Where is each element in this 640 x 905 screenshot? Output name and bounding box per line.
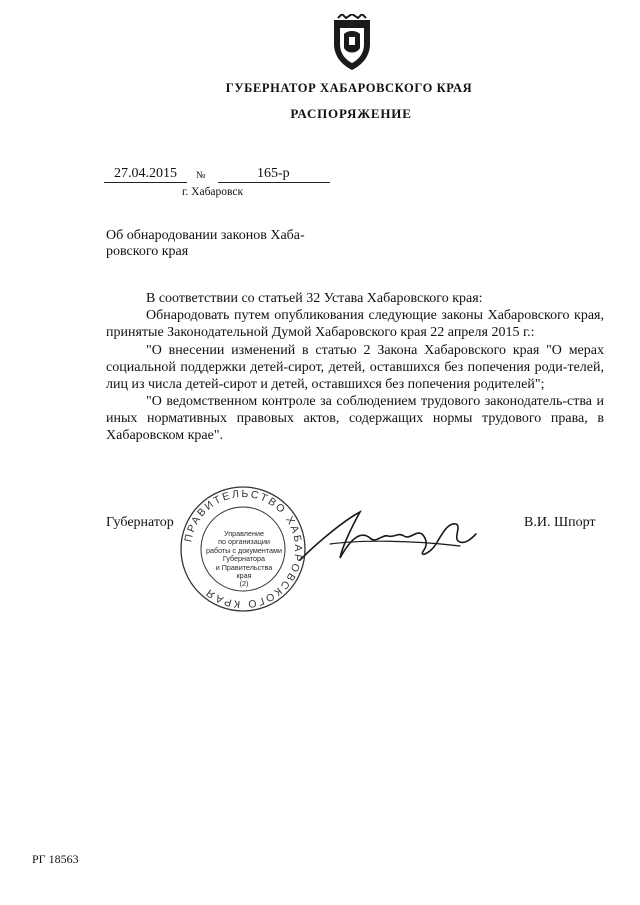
issue-city: г. Хабаровск xyxy=(182,186,244,198)
coat-of-arms-icon xyxy=(330,14,374,72)
document-date: 27.04.2015 xyxy=(114,166,177,181)
date-underline xyxy=(104,182,187,183)
seal-ring-text: ПРАВИТЕЛЬСТВО ХАБАРОВСКОГО КРАЯ xyxy=(182,487,305,611)
subject-line: ровского края xyxy=(106,244,189,259)
seal-line: по организации xyxy=(218,537,270,547)
seal-inner-text xyxy=(206,530,282,589)
header-title: ГУБЕРНАТОР ХАБАРОВСКОГО КРАЯ xyxy=(225,81,473,95)
subject-line: Об обнародовании законов Хаба- xyxy=(106,228,305,243)
document-number: 165-р xyxy=(257,166,290,181)
signatory-role: Губернатор xyxy=(106,515,174,530)
handwritten-signature xyxy=(290,500,480,570)
body-paragraph: "О ведомственном контроле за соблюдением трудового законодатель-ства и иных нормативных правовых актов, содержащих нормы трудового права, в Хабаровском крае". xyxy=(106,394,604,443)
seal-line: и Правительства xyxy=(215,562,273,572)
document-code: РГ 18563 xyxy=(32,852,79,866)
number-underline xyxy=(218,182,330,183)
document-subject xyxy=(106,228,336,260)
seal-line: Управление xyxy=(224,529,264,538)
seal-line: Губернатора xyxy=(222,554,266,564)
seal-line: края xyxy=(236,571,252,581)
seal-line: (2) xyxy=(239,579,249,589)
body-paragraph: "О внесении изменений в статью 2 Закона Хабаровского края "О мерах социальной поддержки детей-сирот, детей, оставшихся без попечения роди-телей, лиц из числа детей-сирот и детей, оставшихся без попечения родителей"; xyxy=(106,343,604,392)
document-type: РАСПОРЯЖЕНИЕ xyxy=(290,106,412,121)
seal-line: работы с документами xyxy=(206,545,282,555)
body-paragraph: В соответствии со статьей 32 Устава Хабаровского края: xyxy=(146,291,483,306)
number-label: № xyxy=(196,170,206,181)
body-paragraph: Обнародовать путем опубликования следующие законы Хабаровского края, принятые Законодательной Думой Хабаровского края 22 апреля 2015 г.: xyxy=(106,308,604,340)
signatory-name: В.И. Шпорт xyxy=(524,515,596,530)
